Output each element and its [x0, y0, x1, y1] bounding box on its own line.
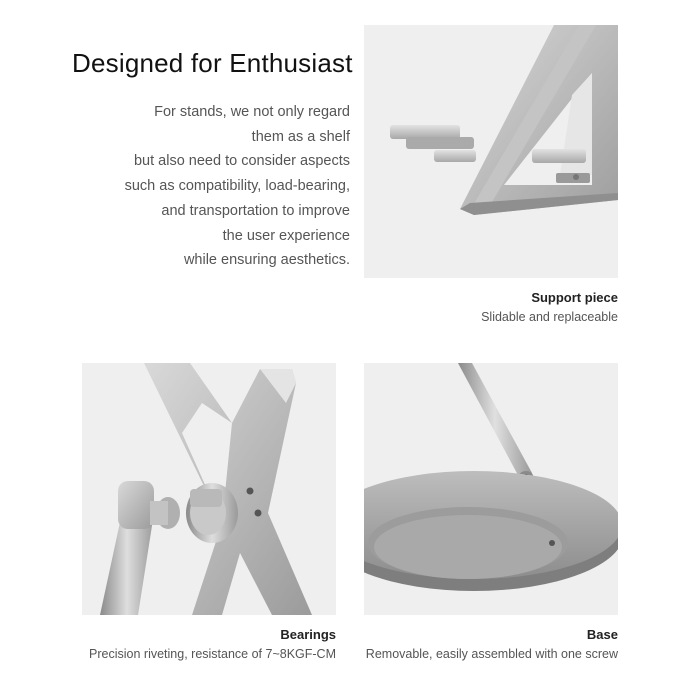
intro-line: while ensuring aesthetics.	[183, 252, 350, 269]
base-photo	[364, 363, 618, 615]
intro-line: but also need to consider aspects	[133, 153, 350, 170]
bearings-photo	[82, 363, 336, 615]
support-piece-title: Support piece	[531, 290, 618, 305]
intro-paragraph	[120, 100, 350, 273]
page-title: Designed for Enthusiast	[72, 48, 353, 78]
base-illustration	[364, 363, 618, 615]
support-piece-photo	[364, 25, 618, 278]
intro-line: such as compatibility, load-bearing,	[124, 178, 350, 195]
base-subtitle: Removable, easily assembled with one screw	[365, 647, 618, 661]
bearings-subtitle: Precision riveting, resistance of 7~8KGF-CM	[89, 647, 336, 661]
intro-line: them as a shelf	[251, 128, 350, 145]
bearings-title: Bearings	[280, 627, 336, 642]
intro-line: and transportation to improve	[161, 202, 350, 219]
support-piece-illustration	[364, 25, 618, 278]
bearings-illustration	[82, 363, 336, 615]
support-piece-subtitle: Slidable and replaceable	[481, 310, 618, 324]
base-title: Base	[586, 627, 618, 642]
intro-line: the user experience	[222, 227, 350, 244]
intro-line: For stands, we not only regard	[154, 104, 350, 120]
